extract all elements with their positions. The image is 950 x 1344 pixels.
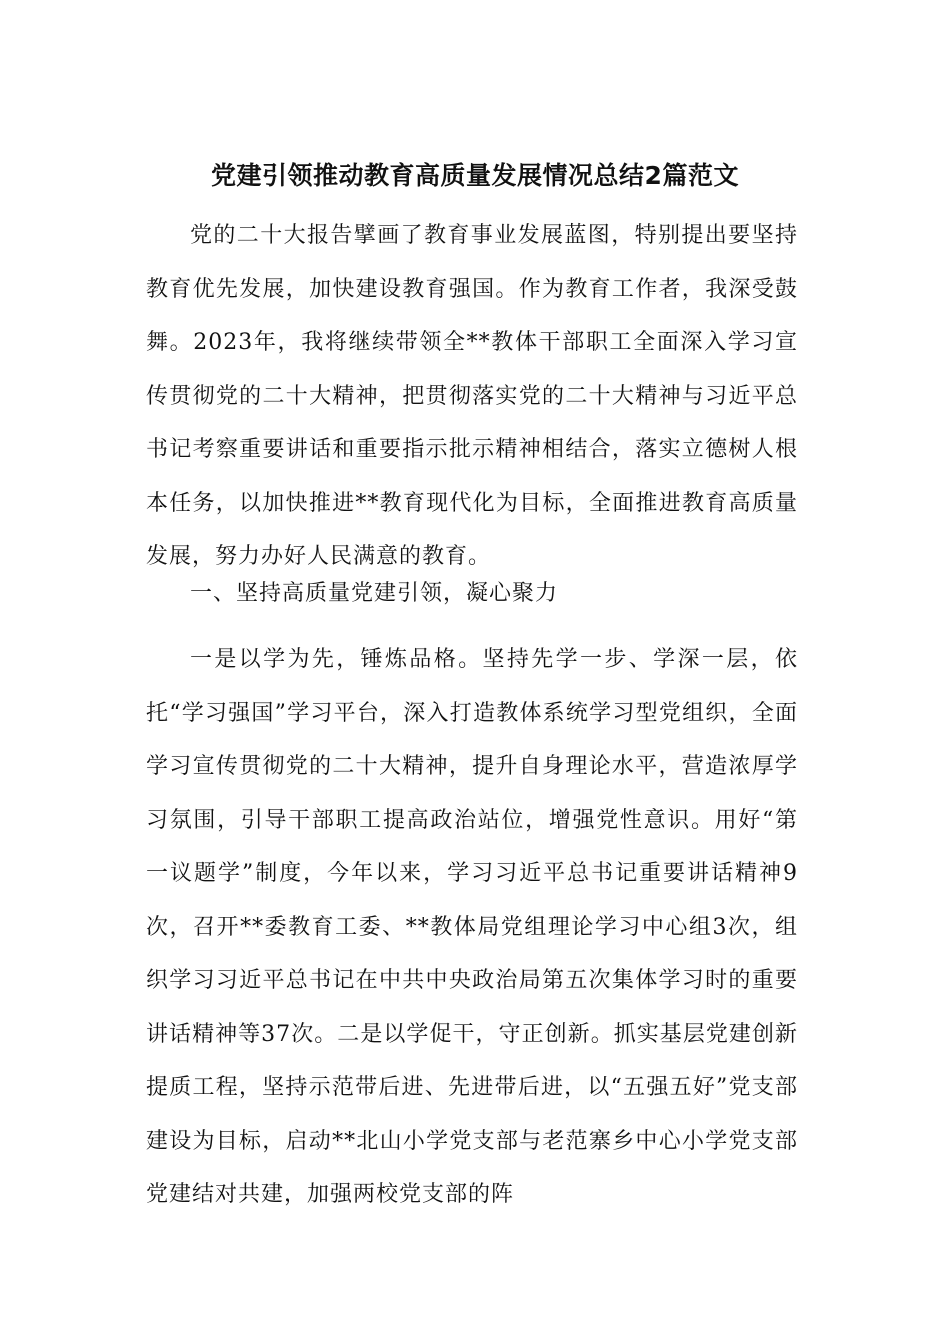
section-heading: 一、坚持高质量党建引领，凝心聚力 [190, 581, 559, 606]
page-title: 党建引领推动教育高质量发展情况总结2篇范文 [211, 161, 739, 190]
intro-paragraph: 党的二十大报告擘画了教育事业发展蓝图，特别提出要坚持教育优先发展，加快建设教育强国。作为教育工作者，我深受鼓舞。2023年，我将继续带领全**教体干部职工全面深入学习宣传贯彻党的二十大精神，把贯彻落实党的二十大精神与习近平总书记考察重要讲话和重要指示批示精神相结合，落实立德树人根本任务，以加快推进**教育现代化为目标，全面推进教育高质量发展，努力办好人民满意的教育。 [146, 223, 798, 569]
body-paragraph: 一是以学为先，锤炼品格。坚持先学一步、学深一层，依托“学习强国”学习平台，深入打造教体系统学习型党组织，全面学习宣传贯彻党的二十大精神，提升自身理论水平，营造浓厚学习氛围，引导干部职工提高政治站位，增强党性意识。用好“第一议题学”制度，今年以来，学习习近平总书记重要讲话精神9次，召开**委教育工委、**教体局党组理论学习中心组3次，组织学习习近平总书记在中共中央政治局第五次集体学习时的重要讲话精神等37次。二是以学促干，守正创新。抓实基层党建创新提质工程，坚持示范带后进、先进带后进，以“五强五好”党支部建设为目标，启动**北山小学党支部与老范寨乡中心小学党支部党建结对共建，加强两校党支部的阵 [146, 647, 798, 1207]
